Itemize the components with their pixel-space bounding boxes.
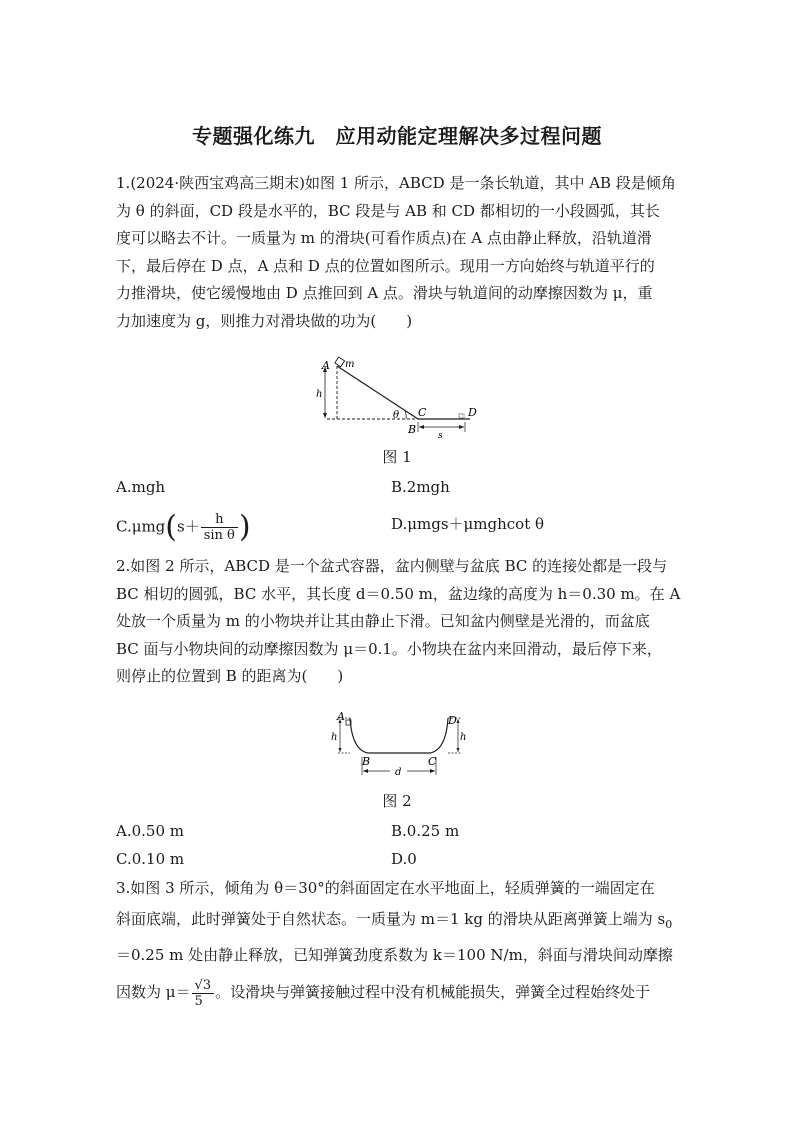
- fig2-label-h-right: h: [460, 732, 467, 743]
- q2-option-d: D.0: [391, 850, 417, 868]
- q1-option-c-fraction: $\frac{h}{\text{sin θ}}$: [201, 512, 238, 543]
- fig2-label-A: A: [337, 710, 345, 723]
- page-title: 专题强化练九 应用动能定理解决多过程问题: [192, 124, 602, 148]
- q3-line-2: 斜面底端，此时弹簧处于自然状态。一质量为 m＝1 kg 的滑块从距离弹簧上端为 $s_0$: [116, 910, 673, 931]
- q3-mu-fraction: $\frac{√3}{5}$: [192, 978, 215, 1009]
- figure-1-caption: 图 1: [382, 448, 412, 466]
- figure-2-basin-diagram: [330, 708, 470, 780]
- q2-line-2: BC 相切的圆弧，BC 水平，其长度 d＝0.50 m，盆边缘的高度为 h＝0.30 m。在 A: [116, 584, 681, 603]
- q1-line-3: 度可以略去不计。一质量为 m 的滑块(可看作质点)在 A 点由静止释放，沿轨道滑: [116, 229, 652, 247]
- fig1-label-D: D: [468, 406, 477, 419]
- q2-line-4: BC 面与小物块间的动摩擦因数为 μ＝0.1。小物块在盆内来回滑动，最后停下来，: [116, 639, 662, 658]
- fig2-label-B: B: [362, 755, 371, 768]
- q1-option-c: C.μmg(s＋ $\frac{h}{\text{sin θ}}$ ): [116, 509, 251, 545]
- q1-option-d: D.μmgs＋μmghcot θ: [391, 515, 545, 533]
- fig1-label-theta: θ: [393, 410, 400, 421]
- q1-line-2: 为 θ 的斜面，CD 段是水平的，BC 段是与 AB 和 CD 都相切的一小段圆弧，其长: [116, 201, 660, 220]
- figure-2-caption: 图 2: [382, 792, 412, 810]
- fig2-label-D: D: [448, 714, 457, 727]
- q2-line-3: 处放一个质量为 m 的小物块并让其由静止下滑。已知盆内侧壁是光滑的，而盆底: [116, 612, 650, 630]
- fig2-label-h-left: h: [331, 732, 338, 743]
- fig1-label-s: s: [438, 431, 443, 440]
- q1-line-4: 下，最后停在 D 点，A 点和 D 点的位置如图所示。现用一方向始终与轨道平行的: [116, 256, 655, 275]
- q3-line-4: 因数为 μ＝ $\frac{√3}{5}$ 。设滑块与弹簧接触过程中没有机械能损失，弹簧全过程始终处于: [116, 977, 651, 1009]
- q2-line-5: 则停止的位置到 B 的距离为( ): [116, 667, 344, 685]
- fig1-label-B: B: [408, 423, 417, 436]
- question-2-text: [116, 553, 684, 691]
- q2-line-1: 2.如图 2 所示，ABCD 是一个盆式容器，盆内侧壁与盆底 BC 的连接处都是一段与: [116, 557, 668, 575]
- q1-source: (2024·陕西宝鸡高三期末): [130, 174, 305, 192]
- q1-line-5: 力推滑块，使它缓慢地由 D 点推回到 A 点。滑块与轨道间的动摩擦因数为 μ，重: [116, 284, 653, 302]
- q1-option-b: B.2mgh: [391, 478, 450, 496]
- fig1-label-A: A: [322, 359, 330, 372]
- q1-option-a: A.mgh: [116, 478, 166, 496]
- q1-line-6: 力加速度为 g，则推力对滑块做的功为( ): [116, 311, 413, 330]
- q3-line-1: 3.如图 3 所示，倾角为 θ＝30°的斜面固定在水平地面上，轻质弹簧的一端固定在: [116, 879, 655, 897]
- question-3-text: [116, 873, 684, 1009]
- q2-option-c: C.0.10 m: [116, 850, 185, 868]
- question-1-text: [116, 170, 684, 335]
- fig2-label-C: C: [428, 755, 437, 768]
- fig1-label-h: h: [316, 389, 323, 400]
- q2-option-b: B.0.25 m: [391, 822, 460, 840]
- q2-option-a: A.0.50 m: [116, 822, 184, 840]
- figure-1-incline-diagram: [305, 355, 495, 440]
- fig1-label-C: C: [418, 406, 427, 419]
- fig2-label-d: d: [395, 767, 402, 778]
- q1-line-1: 1.(2024·陕西宝鸡高三期末)如图 1 所示，ABCD 是一条长轨道，其中 AB 段是倾角: [116, 174, 676, 192]
- q3-line-3: ＝0.25 m 处由静止释放，已知弹簧劲度系数为 k＝100 N/m，斜面与滑块间动摩擦: [116, 946, 673, 964]
- fig1-label-m: m: [345, 359, 355, 370]
